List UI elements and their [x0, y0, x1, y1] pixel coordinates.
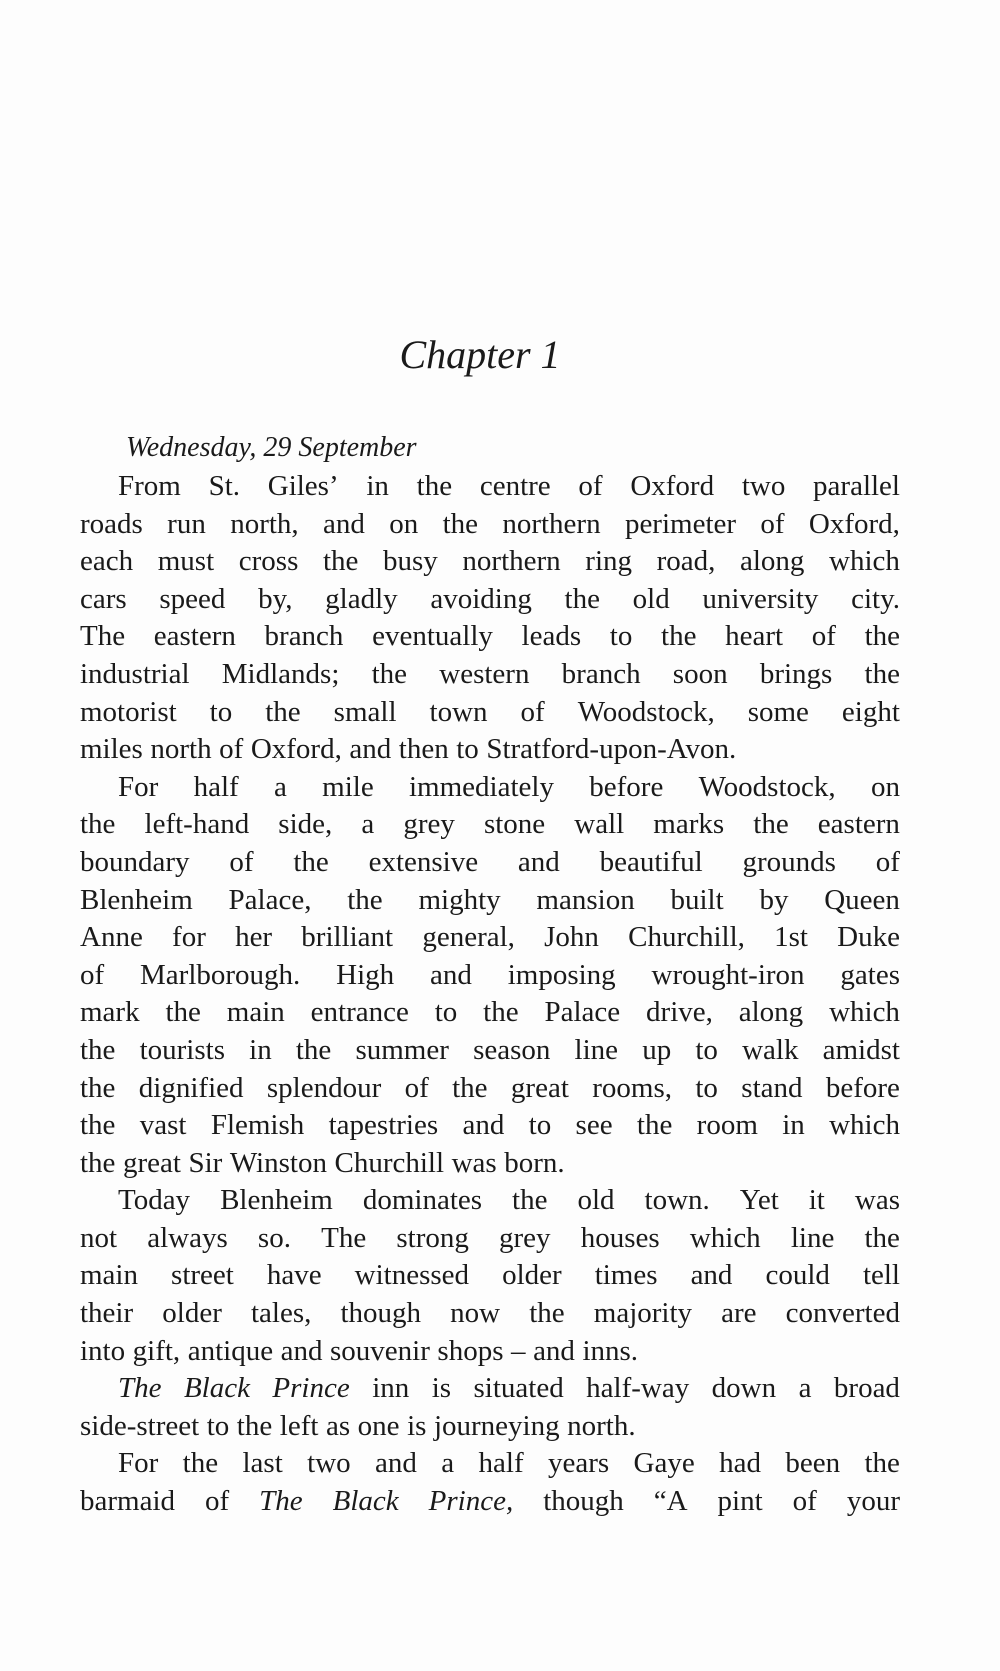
text-line: the dignified splendour of the great rooms, to stand before [80, 1071, 900, 1104]
text-line: each must cross the busy northern ring road, along which [80, 545, 900, 578]
text-line: of Marlborough. High and imposing wrought-iron gates [80, 958, 900, 991]
chapter-date: Wednesday, 29 September [126, 432, 417, 463]
text-line: main street have witnessed older times and could tell [80, 1259, 900, 1292]
text-line: Today Blenheim dominates the old town. Yet it was [118, 1184, 900, 1217]
text-line: For half a mile immediately before Woodstock, on [118, 770, 900, 803]
text-line: roads run north, and on the northern perimeter of Oxford, [80, 507, 900, 540]
text-line: Blenheim Palace, the mighty mansion built by Queen [80, 883, 900, 916]
text-line: From St. Giles’ in the centre of Oxford two parallel [118, 470, 900, 502]
text-line: For the last two and a half years Gaye had been the [118, 1447, 900, 1480]
text-line: into gift, antique and souvenir shops – and inns. [80, 1334, 639, 1367]
text-line: side-street to the left as one is journeying north. [80, 1409, 636, 1442]
chapter-title: Chapter 1 [399, 332, 561, 377]
text-line: Anne for her brilliant general, John Churchill, 1st Duke [80, 921, 900, 954]
text-line: the vast Flemish tapestries and to see the room in which [80, 1109, 900, 1142]
text-line: cars speed by, gladly avoiding the old university city. [80, 582, 900, 615]
text-line: the great Sir Winston Churchill was born. [80, 1146, 565, 1179]
text-line: The Black Prince inn is situated half-way down a broad [118, 1372, 900, 1405]
text-line: miles north of Oxford, and then to Stratford-upon-Avon. [80, 733, 737, 766]
body-text [80, 468, 900, 1521]
text-line: motorist to the small town of Woodstock, some eight [80, 695, 900, 728]
text-line: mark the main entrance to the Palace drive, along which [80, 996, 900, 1029]
text-line: boundary of the extensive and beautiful grounds of [80, 845, 900, 878]
text-line: barmaid of The Black Prince, though “A pint of your [80, 1485, 900, 1518]
text-line: the tourists in the summer season line up to walk amidst [80, 1033, 900, 1066]
text-line: The eastern branch eventually leads to the heart of the [80, 620, 900, 653]
text-line: their older tales, though now the majority are converted [80, 1297, 900, 1330]
text-line: industrial Midlands; the western branch soon brings the [80, 657, 900, 690]
text-line: not always so. The strong grey houses which line the [80, 1221, 900, 1254]
text-line: the left-hand side, a grey stone wall marks the eastern [80, 808, 900, 841]
